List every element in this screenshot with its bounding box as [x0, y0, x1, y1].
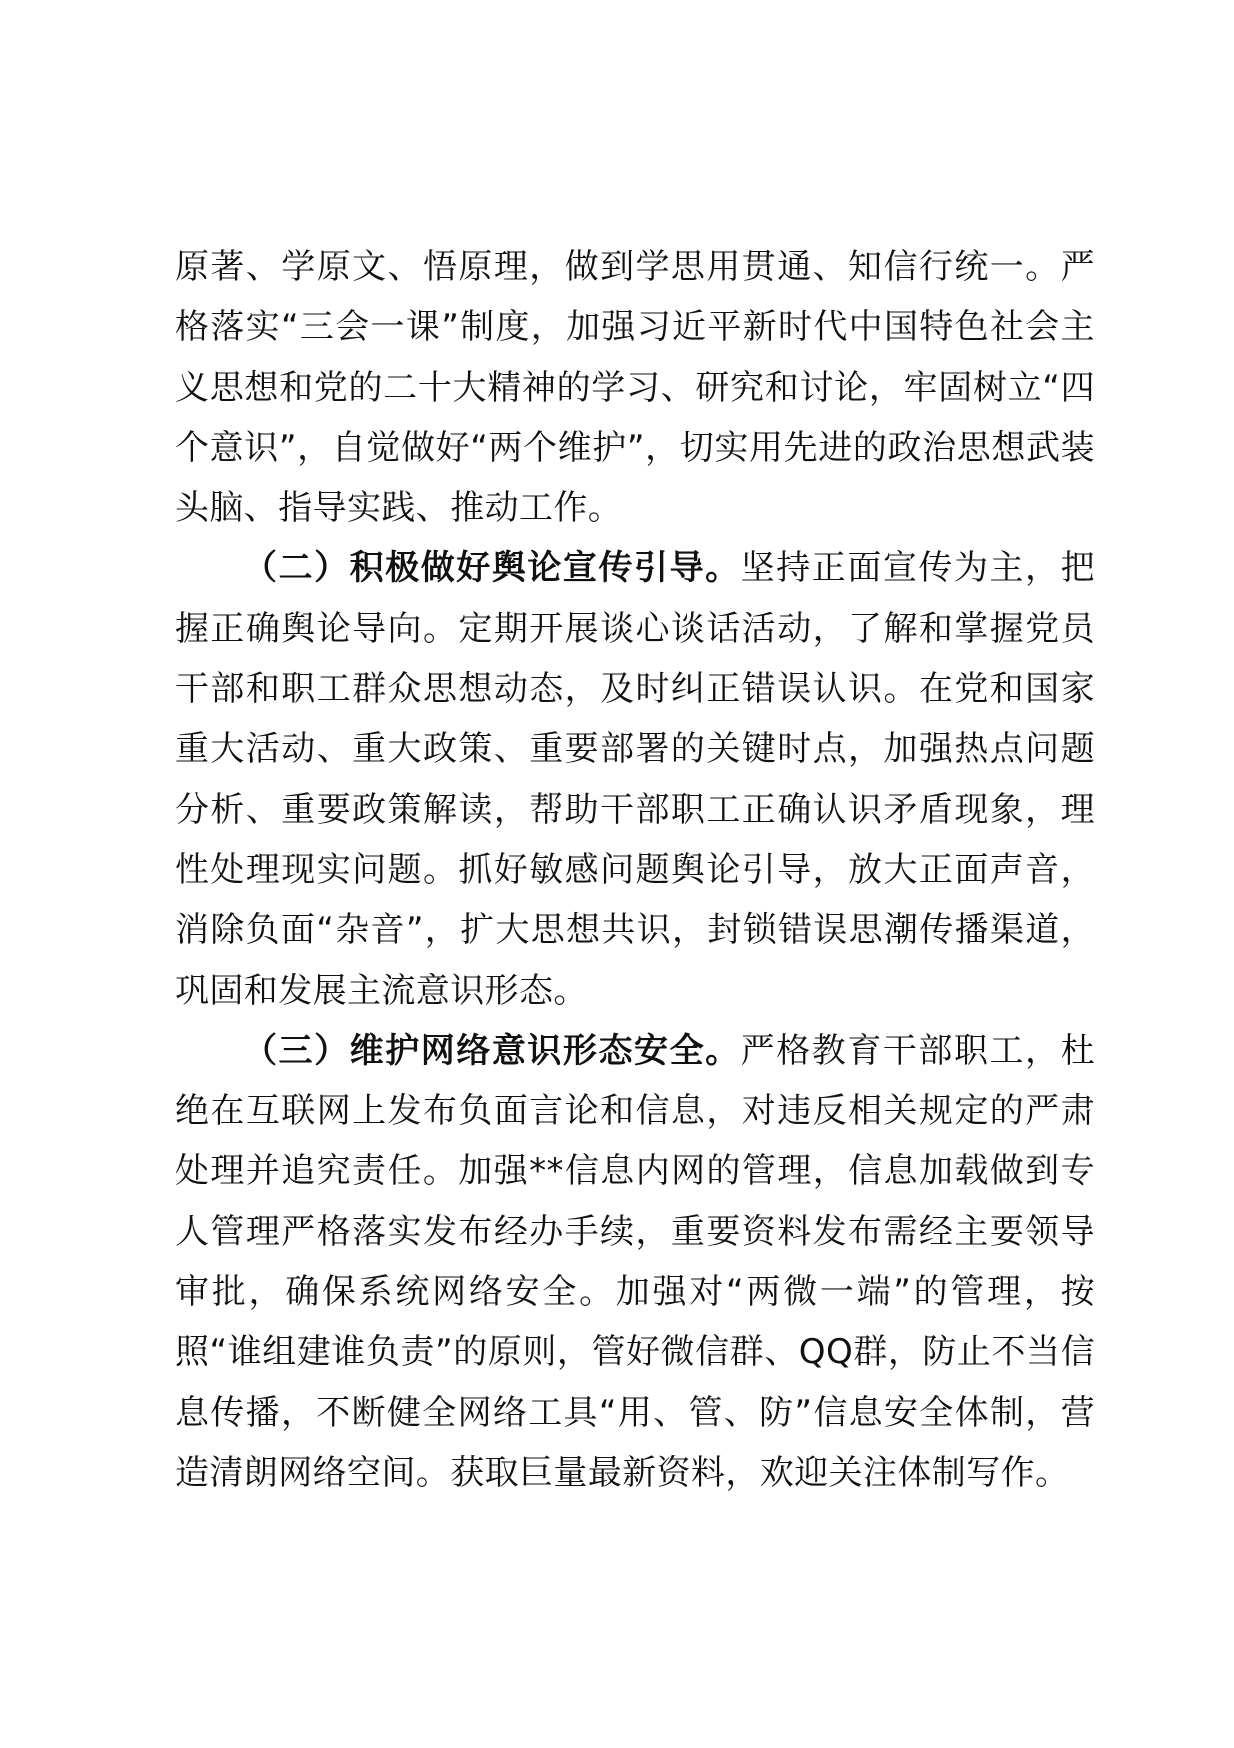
- paragraph-continuation: [175, 237, 1095, 538]
- section-heading: （二）积极做好舆论宣传引导。: [243, 548, 741, 589]
- paragraph-text: 坚持正面宣传为主，把握正确舆论导向。定期开展谈心谈话活动，了解和掌握党员干部和职工群众思想动态，及时纠正错误认识。在党和国家重大活动、重大政策、重要部署的关键时点，加强热点问题分析、重要政策解读，帮助干部职工正确认识矛盾现象，理性处理现实问题。抓好敏感问题舆论引导，放大正面声音，消除负面“杂音”，扩大思想共识，封锁错误思潮传播渠道，巩固和发展主流意识形态。: [175, 548, 1095, 1011]
- paragraph-section-three: [175, 1021, 1095, 1503]
- section-heading: （三）维护网络意识形态安全。: [243, 1030, 741, 1071]
- paragraph-text: 严格教育干部职工，杜绝在互联网上发布负面言论和信息，对违反相关规定的严肃处理并追究责任。加强**信息内网的管理，信息加载做到专人管理严格落实发布经办手续，重要资料发布需经主要领导审批，确保系统网络安全。加强对“两微一端”的管理，按照“谁组建谁负责”的原则，管好微信群、QQ群，防止不当信息传播，不断健全网络工具“用、管、防”信息安全体制，营造清朗网络空间。获取巨量最新资料，欢迎关注体制写作。: [175, 1030, 1095, 1493]
- paragraph-section-two: [175, 538, 1095, 1020]
- paragraph-text: 原著、学原文、悟原理，做到学思用贯通、知信行统一。严格落实“三会一课”制度，加强习近平新时代中国特色社会主义思想和党的二十大精神的学习、研究和讨论，牢固树立“四个意识”，自觉做好“两个维护”，切实用先进的政治思想武装头脑、指导实践、推动工作。: [175, 247, 1095, 529]
- document-body: [175, 237, 1095, 1503]
